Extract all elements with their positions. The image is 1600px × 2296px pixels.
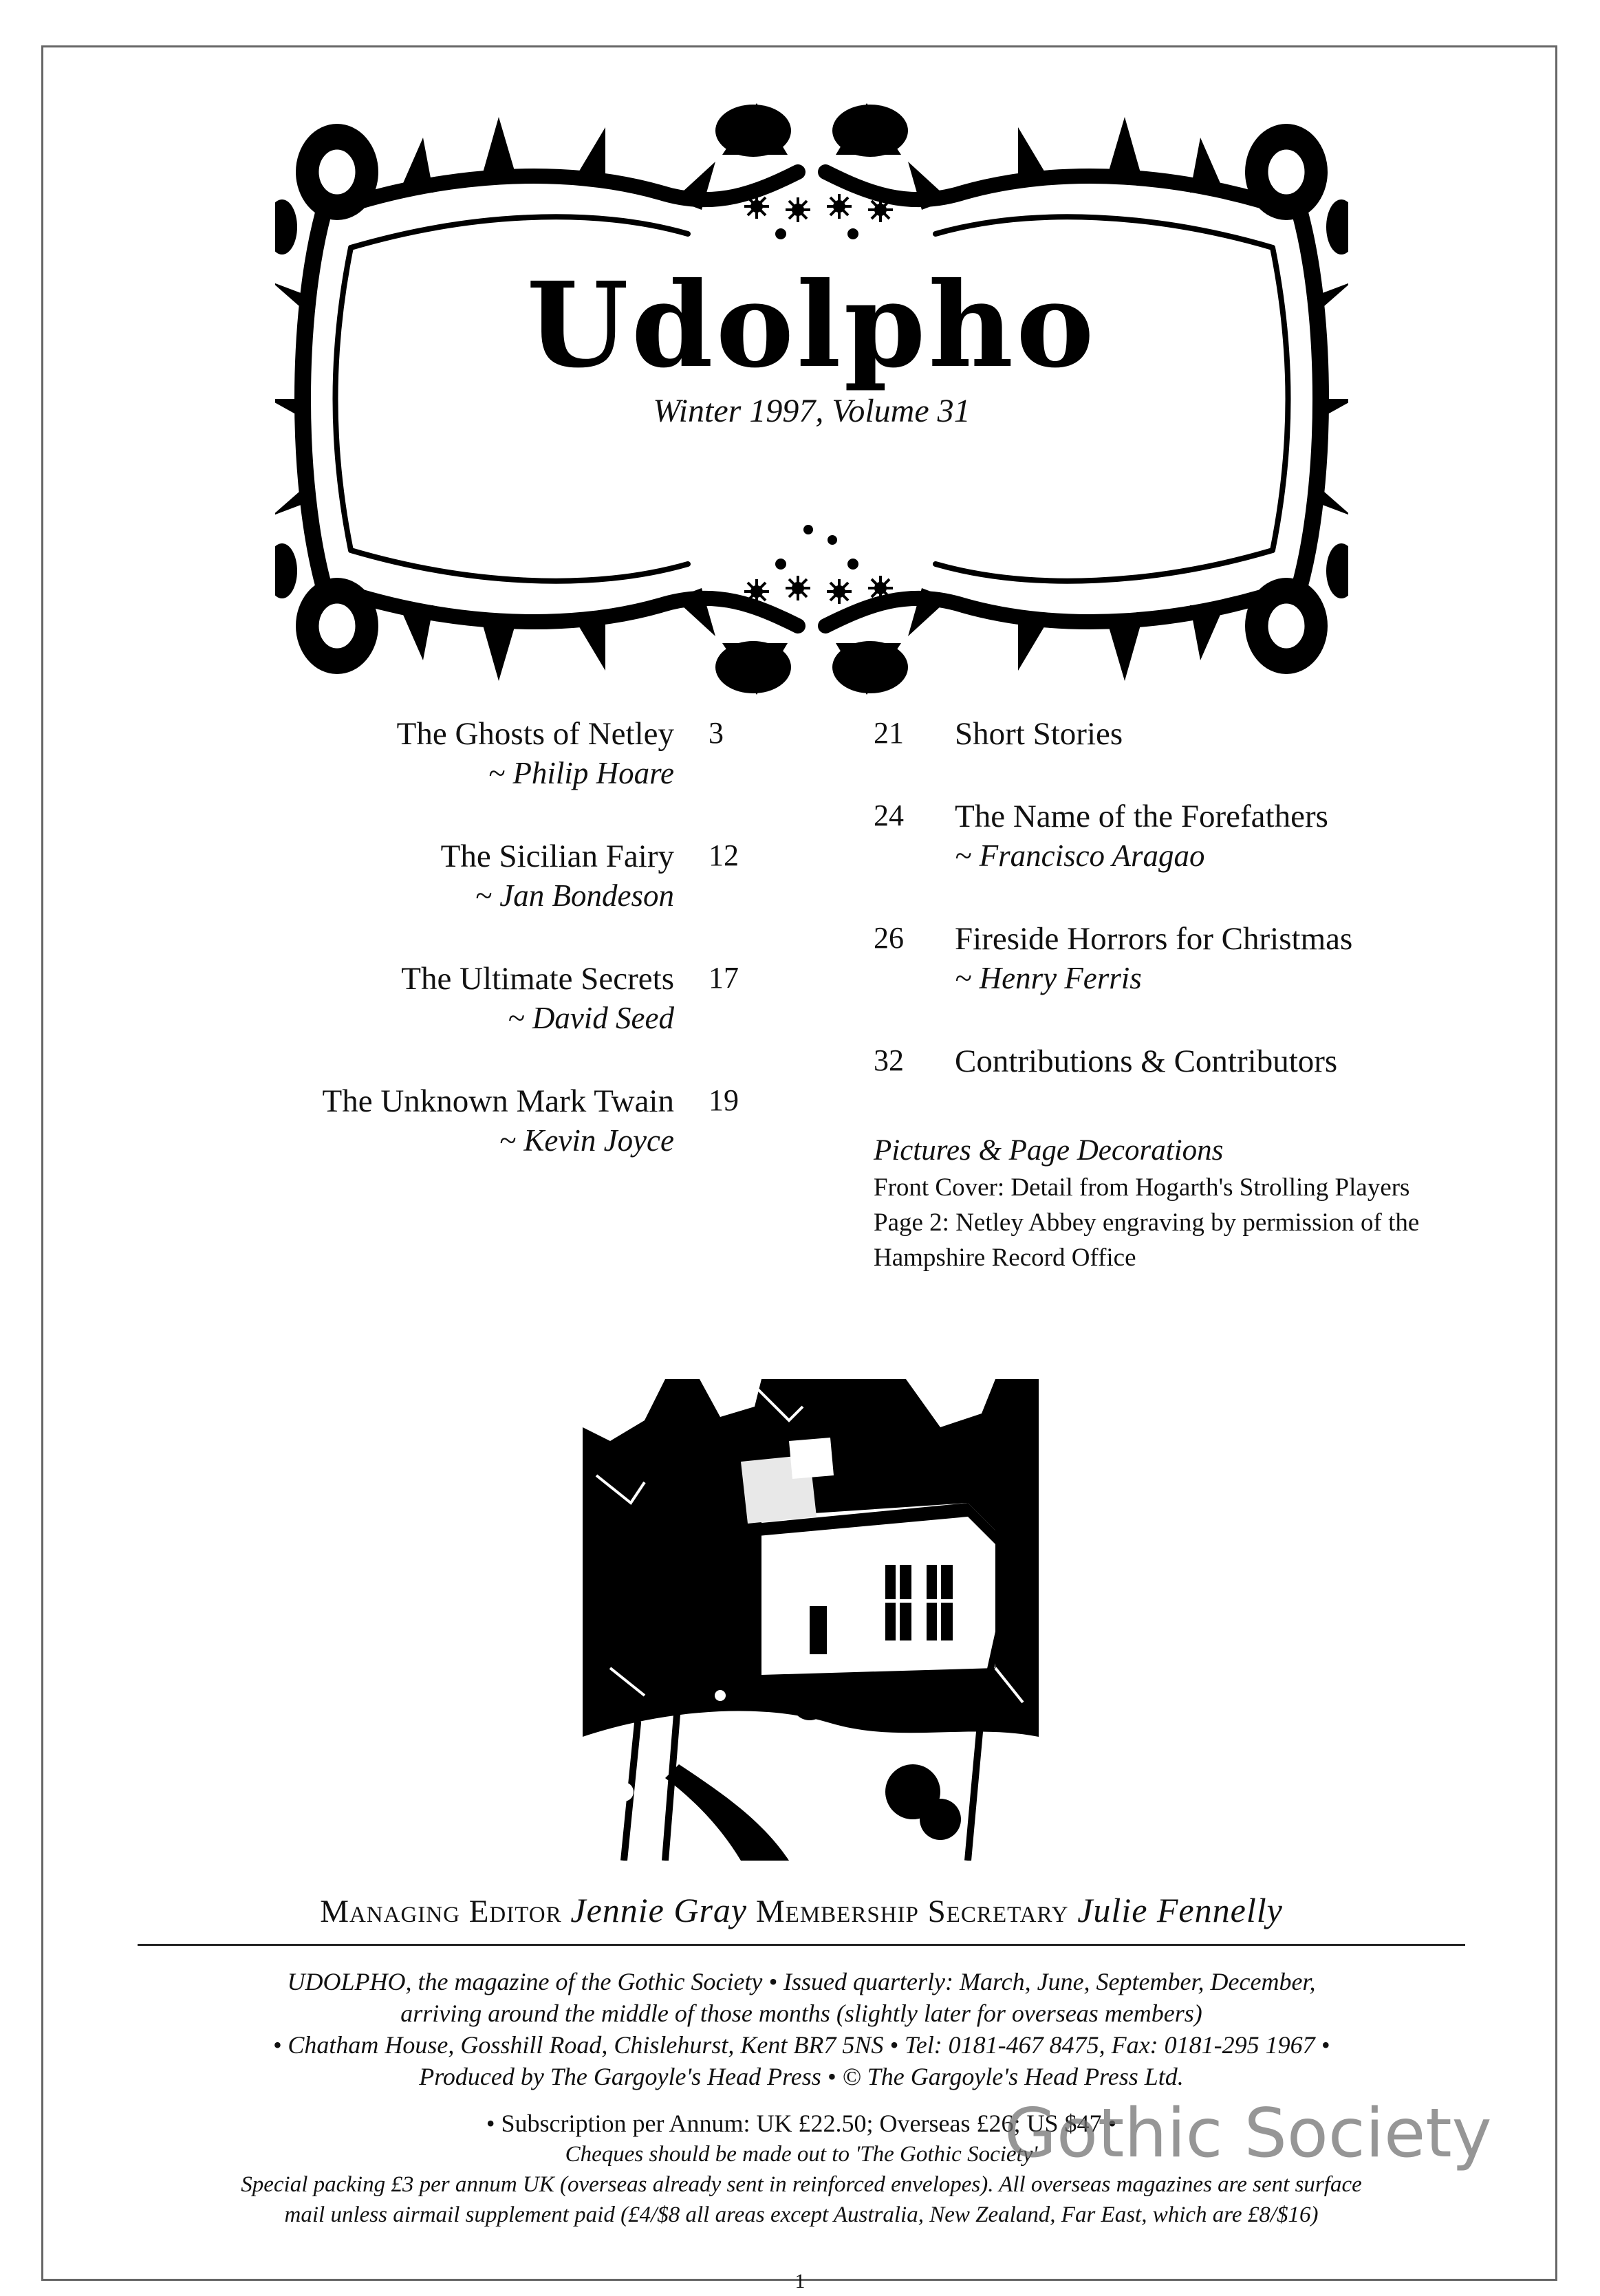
contents-title: Fireside Horrors for Christmas (955, 921, 1353, 957)
footer-line: mail unless airmail supplement paid (£4/$8 all areas except Australia, New Zealand, Far East, which are £8/$16) (284, 2202, 1319, 2227)
contents-page: 21 (874, 716, 904, 750)
footer-line: arriving around the middle of those months (slightly later for overseas members) (400, 2000, 1202, 2027)
contents-page: 26 (874, 921, 904, 955)
photo-illustration (583, 1379, 1039, 1861)
contents-author: ~ Francisco Aragao (955, 838, 1205, 873)
contents-entry[interactable] (874, 1043, 1561, 1125)
contents-left-column (206, 715, 757, 1205)
contents-page: 3 (709, 716, 724, 750)
contents-author: ~ David Seed (508, 1001, 674, 1035)
contents-title: Short Stories (955, 716, 1123, 752)
contents-page: 24 (874, 799, 904, 832)
ornamental-header (275, 89, 1348, 695)
contents-author: ~ Jan Bondeson (475, 878, 674, 913)
contents-page: 12 (709, 838, 739, 872)
footer-line: Produced by The Gargoyle's Head Press • © The Gargoyle's Head Press Ltd. (419, 2063, 1184, 2090)
contents-entry[interactable] (206, 838, 757, 960)
contents-entry[interactable] (874, 715, 1561, 798)
contents-title: The Ultimate Secrets (401, 961, 674, 997)
credits-line: Page 2: Netley Abbey engraving by permission of the (874, 1209, 1420, 1237)
contents-title: Contributions & Contributors (955, 1043, 1338, 1079)
credits-heading: Pictures & Page Decorations (874, 1134, 1224, 1167)
contents-title: The Ghosts of Netley (396, 716, 674, 752)
contents-page: 19 (709, 1083, 739, 1117)
netley-house-photo (583, 1379, 1039, 1861)
secretary-name: Julie Fennelly (1077, 1891, 1283, 1929)
footer-line: • Chatham House, Gosshill Road, Chislehurst, Kent BR7 5NS • Tel: 0181-467 8475, Fax: 0181-295 1967 • (272, 2031, 1330, 2059)
contents-entry[interactable] (206, 715, 757, 838)
issue-line: Winter 1997, Volume 31 (653, 393, 971, 429)
contents-author: ~ Henry Ferris (955, 961, 1142, 995)
contents-page: 17 (709, 961, 739, 995)
contents-title: The Sicilian Fairy (440, 838, 674, 874)
credits-line: Hampshire Record Office (874, 1244, 1136, 1272)
page-number: 1 (794, 2270, 806, 2293)
watermark: Gothic Society (1004, 2094, 1492, 2173)
divider (138, 1944, 1465, 1946)
footer-subscription: • Subscription per Annum: UK £22.50; Overseas £26; US $47 • (486, 2110, 1117, 2137)
contents-author: ~ Philip Hoare (488, 756, 674, 790)
contents-entry[interactable] (206, 960, 757, 1083)
editor-label: Managing Editor (320, 1894, 562, 1929)
contents-entry[interactable] (874, 920, 1561, 1043)
credits-line: Front Cover: Detail from Hogarth's Strolling Players (874, 1173, 1410, 1202)
contents-right-column (874, 715, 1561, 1125)
magazine-title: Udolpho (526, 257, 1097, 394)
footer-line: Cheques should be made out to 'The Gothic Society' (565, 2142, 1038, 2167)
footer-line: UDOLPHO, the magazine of the Gothic Society • Issued quarterly: March, June, September, December, (287, 1968, 1316, 1995)
footer-line: Special packing £3 per annum UK (overseas already sent in reinforced envelopes). All overseas magazines are sent surface (241, 2172, 1362, 2197)
masthead-credits (138, 1890, 1465, 1930)
editor-name: Jennie Gray (570, 1891, 748, 1929)
secretary-label: Membership Secretary (755, 1894, 1069, 1929)
contents-page: 32 (874, 1043, 904, 1077)
contents-entry[interactable] (874, 798, 1561, 920)
contents-title: The Name of the Forefathers (955, 799, 1328, 834)
contents-title: The Unknown Mark Twain (322, 1083, 674, 1119)
contents-entry[interactable] (206, 1083, 757, 1205)
picture-credits (874, 1131, 1548, 1275)
contents-author: ~ Kevin Joyce (499, 1123, 674, 1158)
